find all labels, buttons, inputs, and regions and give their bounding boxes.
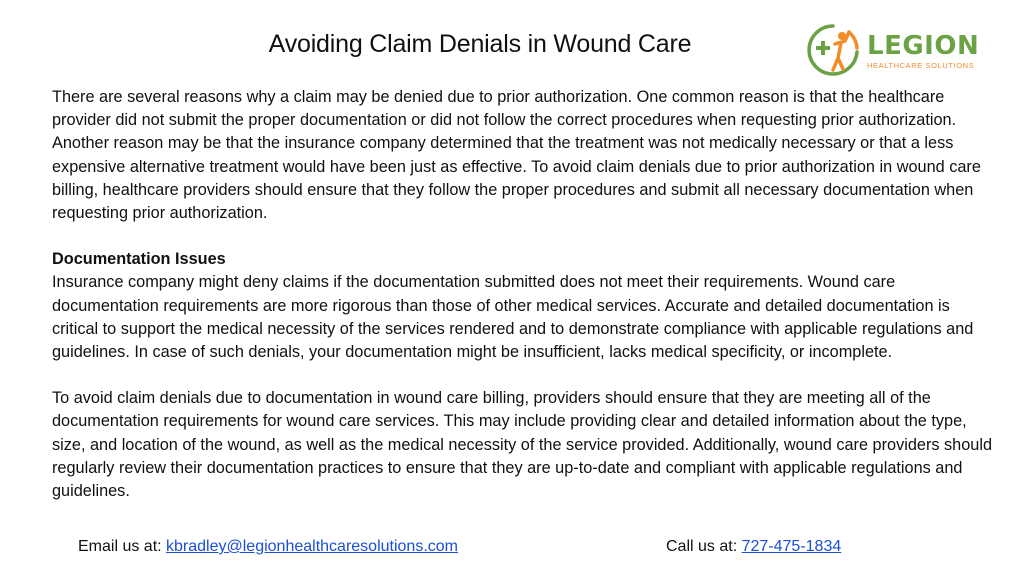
logo-name: LEGION xyxy=(867,31,980,61)
email-link[interactable]: kbradley@legionhealthcaresolutions.com xyxy=(166,538,458,555)
call-label: Call us at: xyxy=(666,538,742,555)
logo-mark-icon xyxy=(805,22,861,80)
footer-email xyxy=(78,538,458,556)
page-title: Avoiding Claim Denials in Wound Care xyxy=(268,30,692,58)
legion-logo xyxy=(805,20,985,82)
footer-phone xyxy=(666,538,841,556)
email-label: Email us at: xyxy=(78,538,167,555)
documentation-paragraph: Insurance company might deny claims if the documentation submitted does not meet their requirements. Wound care documentation requirements are more rigorous than those of other medical services. Accurate and detailed documentation is critical to support the medical necessity of the services rendered and to demonstrate compliance with applicable regulations and guidelines. In case of such denials, your documentation might be insufficient, lacks medical specificity, or incomplete. xyxy=(52,273,974,362)
main-content xyxy=(52,86,997,503)
avoid-denials-paragraph: To avoid claim denials due to documentation in wound care billing, providers should ensure that they are meeting all of the documentation requirements for wound care services. This may include providing clear and detailed information about the type, size, and location of the wound, as well as the medical necessity of the service provided. Additionally, wound care providers should regularly review their documentation practices to ensure that they are up-to-date and compliant with applicable regulations and guidelines. xyxy=(52,389,993,501)
intro-paragraph: There are several reasons why a claim may be denied due to prior authorization. One common reason is that the healthcare provider did not submit the proper documentation or did not follow the correct procedures when requesting prior authorization. Another reason may be that the insurance company determined that the treatment was not medically necessary or that a less expensive alternative treatment would have been just as effective. To avoid claim denials due to prior authorization in wound care billing, healthcare providers should ensure that they follow the proper procedures and submit all necessary documentation when requesting prior authorization. xyxy=(52,88,981,223)
documentation-heading: Documentation Issues xyxy=(52,250,226,269)
logo-subtitle: HEALTHCARE SOLUTIONS xyxy=(867,61,975,70)
phone-link[interactable]: 727-475-1834 xyxy=(741,538,842,555)
